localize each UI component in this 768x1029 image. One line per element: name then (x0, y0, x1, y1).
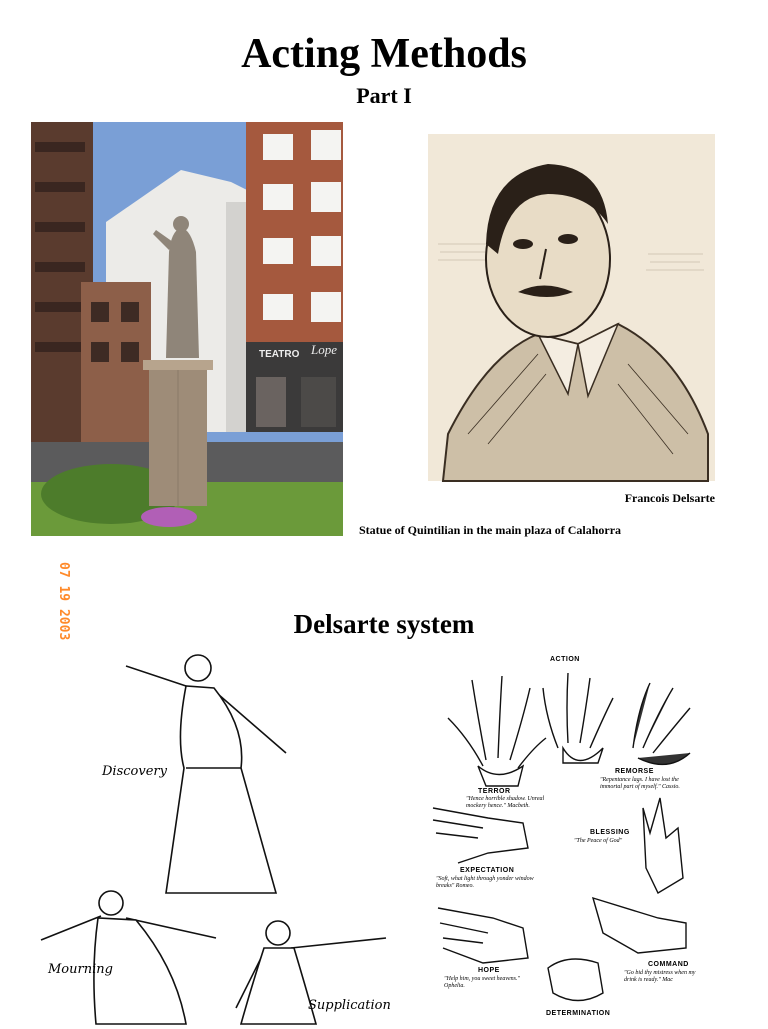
statue-photo-illustration (31, 122, 343, 536)
portrait-engraving (428, 134, 715, 481)
figure-label-mourning: Mourning (48, 962, 113, 977)
hand-label-hope: HOPE (478, 967, 500, 974)
hand-quote-command: "Go bid thy mistress when my drink is ready." Mac (624, 970, 696, 983)
hand-label-command: COMMAND (648, 961, 689, 968)
hand-label-determination: DETERMINATION (546, 1010, 611, 1017)
page-subtitle: Part I (356, 83, 412, 108)
hand-label-terror: TERROR (478, 788, 511, 795)
figure-label-supplication: Supplication (308, 998, 391, 1013)
hand-quote-blessing: "The Peace of God" (574, 838, 623, 844)
theater-sign: TEATRO (259, 349, 300, 360)
hand-quote-remorse: "Repentance lags. I have lost the immortal part of myself." Cassio. (600, 777, 680, 790)
delsarte-portrait (428, 134, 715, 481)
hand-label-blessing: BLESSING (590, 829, 630, 836)
photo-date-stamp: 07 19 2003 (56, 562, 71, 641)
hand-label-remorse: REMORSE (615, 768, 654, 775)
hand-label-expectation: EXPECTATION (460, 867, 515, 874)
hand-quote-terror: "Hence horrible shadow. Unreal mockery hence." Macbeth. (466, 796, 545, 809)
section-title: Delsarte system (293, 609, 475, 639)
page-title: Acting Methods (241, 31, 527, 77)
delsarte-figures-illustration (36, 648, 406, 1024)
portrait-caption: Francois Delsarte (624, 491, 715, 505)
hands-heading: ACTION (550, 656, 580, 663)
statue-photo (31, 122, 343, 641)
hand-quote-hope: "Help him, you sweet heavens." Ophelia. (444, 976, 521, 989)
hand-gestures-illustration (428, 648, 700, 1024)
hand-quote-expectation: "Soft, what light through yonder window breaks" Romeo. (436, 876, 534, 889)
theater-sign-script: Lope (311, 342, 337, 357)
figure-label-discovery: Discovery (102, 764, 167, 779)
photo-caption: Statue of Quintilian in the main plaza of Calahorra (359, 523, 622, 537)
